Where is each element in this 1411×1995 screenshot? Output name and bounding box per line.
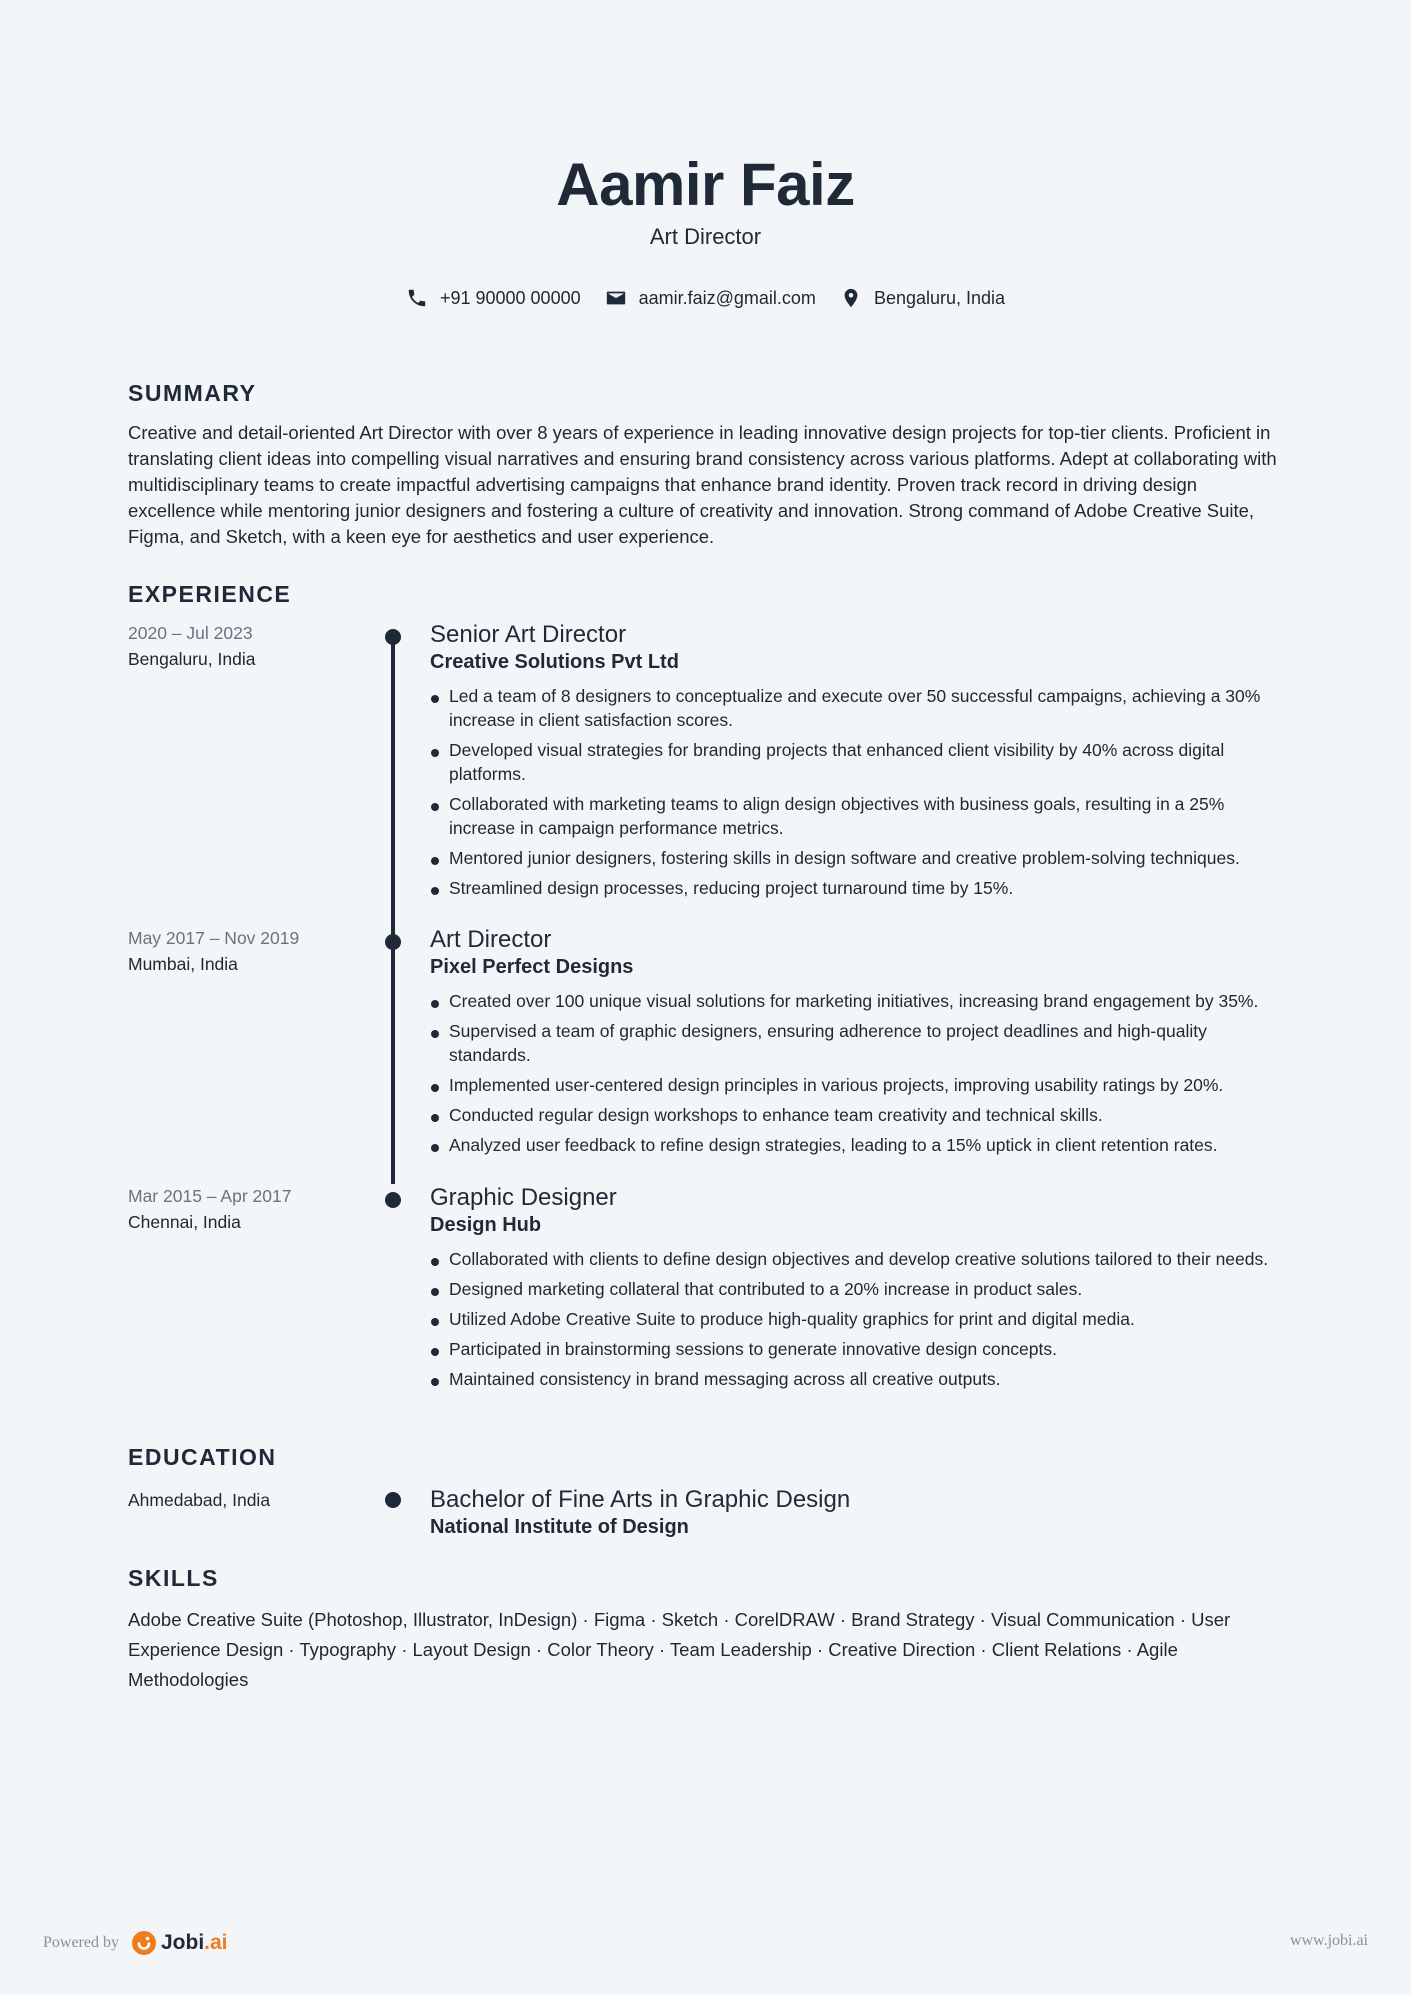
candidate-name: Aamir Faiz [556,151,855,218]
skills-heading: SKILLS [128,1565,219,1591]
bullet-item: Streamlined design processes, reducing project turnaround time by 15%. [430,876,1290,900]
education-meta [128,1485,358,1513]
phone-icon [406,287,428,309]
job-bullets [430,989,1290,1157]
education-location: Ahmedabad, India [128,1490,271,1510]
job-body [430,1183,1290,1397]
summary-heading: SUMMARY [128,380,257,406]
job-location: Mumbai, India [128,954,238,974]
jobi-logo-suffix: .ai [204,1931,228,1954]
powered-by-label: Powered by [43,1934,119,1951]
timeline-dot [385,1192,401,1208]
bullet-item: Developed visual strategies for branding projects that enhanced client visibility by 40% across digital platforms. [430,738,1290,786]
summary-text: Creative and detail-oriented Art Director with over 8 years of experience in leading innovative design projects for top-tier clients. Proficient in translating client ideas into compelling visual narratives and ensuring brand consistency across various platforms. Adept at collaborating with multidisciplinary teams to create impactful advertising campaigns that enhance brand identity. Proven track record in driving design excellence while mentoring junior designers and fostering a culture of creativity and innovation. Strong command of Adobe Creative Suite, Figma, and Sketch, with a keen eye for aesthetics and user experience. [128,422,1277,547]
job-meta [128,925,358,977]
bullet-item: Participated in brainstorming sessions to generate innovative design concepts. [430,1337,1290,1361]
location-pin-icon [840,287,862,309]
experience-heading: EXPERIENCE [128,581,292,607]
bullet-item: Maintained consistency in brand messaging across all creative outputs. [430,1367,1290,1391]
bullet-item: Implemented user-centered design principles in various projects, improving usability ratings by 20%. [430,1073,1290,1097]
education-degree: Bachelor of Fine Arts in Graphic Design [430,1486,851,1513]
candidate-title: Art Director [649,224,762,249]
bullet-item: Mentored junior designers, fostering skills in design software and creative problem-solving techniques. [430,846,1290,870]
job-company: Pixel Perfect Designs [430,956,634,978]
contact-location [840,287,1005,309]
bullet-item: Collaborated with clients to define design objectives and develop creative solutions tailored to their needs. [430,1247,1290,1271]
job-meta [128,1183,358,1235]
job-date: Mar 2015 – Apr 2017 [128,1186,292,1206]
job-location: Chennai, India [128,1212,241,1232]
job-role: Senior Art Director [430,621,627,648]
job-meta [128,620,358,672]
contact-row [0,287,1411,309]
timeline-line [391,636,395,1184]
education-school: National Institute of Design [430,1516,689,1538]
job-company: Design Hub [430,1214,542,1236]
job-role: Graphic Designer [430,1184,617,1211]
job-date: 2020 – Jul 2023 [128,623,253,643]
footer-powered-by [43,1930,228,1956]
email-text: aamir.faiz@gmail.com [638,287,816,308]
education-heading: EDUCATION [128,1444,277,1470]
job-body [430,620,1290,906]
jobi-logo-icon [131,1930,157,1956]
bullet-item: Utilized Adobe Creative Suite to produce high-quality graphics for print and digital media. [430,1307,1290,1331]
job-body [430,925,1290,1163]
location-text: Bengaluru, India [873,287,1006,308]
job-role: Art Director [430,926,552,953]
job-location: Bengaluru, India [128,649,256,669]
contact-email [605,287,816,309]
resume-header [0,150,1411,250]
bullet-item: Designed marketing collateral that contributed to a 20% increase in product sales. [430,1277,1290,1301]
timeline-dot [385,629,401,645]
bullet-item: Conducted regular design workshops to enhance team creativity and technical skills. [430,1103,1290,1127]
footer-site-link[interactable]: www.jobi.ai [1289,1932,1368,1949]
bullet-item: Created over 100 unique visual solutions for marketing initiatives, increasing brand engagement by 35%. [430,989,1290,1013]
skills-text: Adobe Creative Suite (Photoshop, Illustrator, InDesign) · Figma · Sketch · CorelDRAW · Brand Strategy · Visual Communication · User Experience Design · Typography · Layout Design · Color Theory · Team Leadership · Creative Direction · Client Relations · Agile Methodologies [128,1609,1231,1690]
bullet-item: Led a team of 8 designers to conceptualize and execute over 50 successful campaigns, achieving a 30% increase in client satisfaction scores. [430,684,1290,732]
jobi-logo[interactable] [131,1930,228,1956]
phone-text: +91 90000 00000 [439,287,581,308]
bullet-item: Collaborated with marketing teams to align design objectives with business goals, resulting in a 25% increase in campaign performance metrics. [430,792,1290,840]
bullet-item: Supervised a team of graphic designers, ensuring adherence to project deadlines and high-quality standards. [430,1019,1290,1067]
contact-phone [406,287,581,309]
jobi-logo-text: Jobi [160,1931,205,1954]
mail-icon [605,287,627,309]
job-date: May 2017 – Nov 2019 [128,928,300,948]
job-bullets [430,1247,1290,1391]
timeline-dot [385,934,401,950]
bullet-item: Analyzed user feedback to refine design strategies, leading to a 15% uptick in client retention rates. [430,1133,1290,1157]
job-bullets [430,684,1290,900]
education-body [430,1485,1290,1539]
timeline-dot [385,1492,401,1508]
job-company: Creative Solutions Pvt Ltd [430,651,679,673]
